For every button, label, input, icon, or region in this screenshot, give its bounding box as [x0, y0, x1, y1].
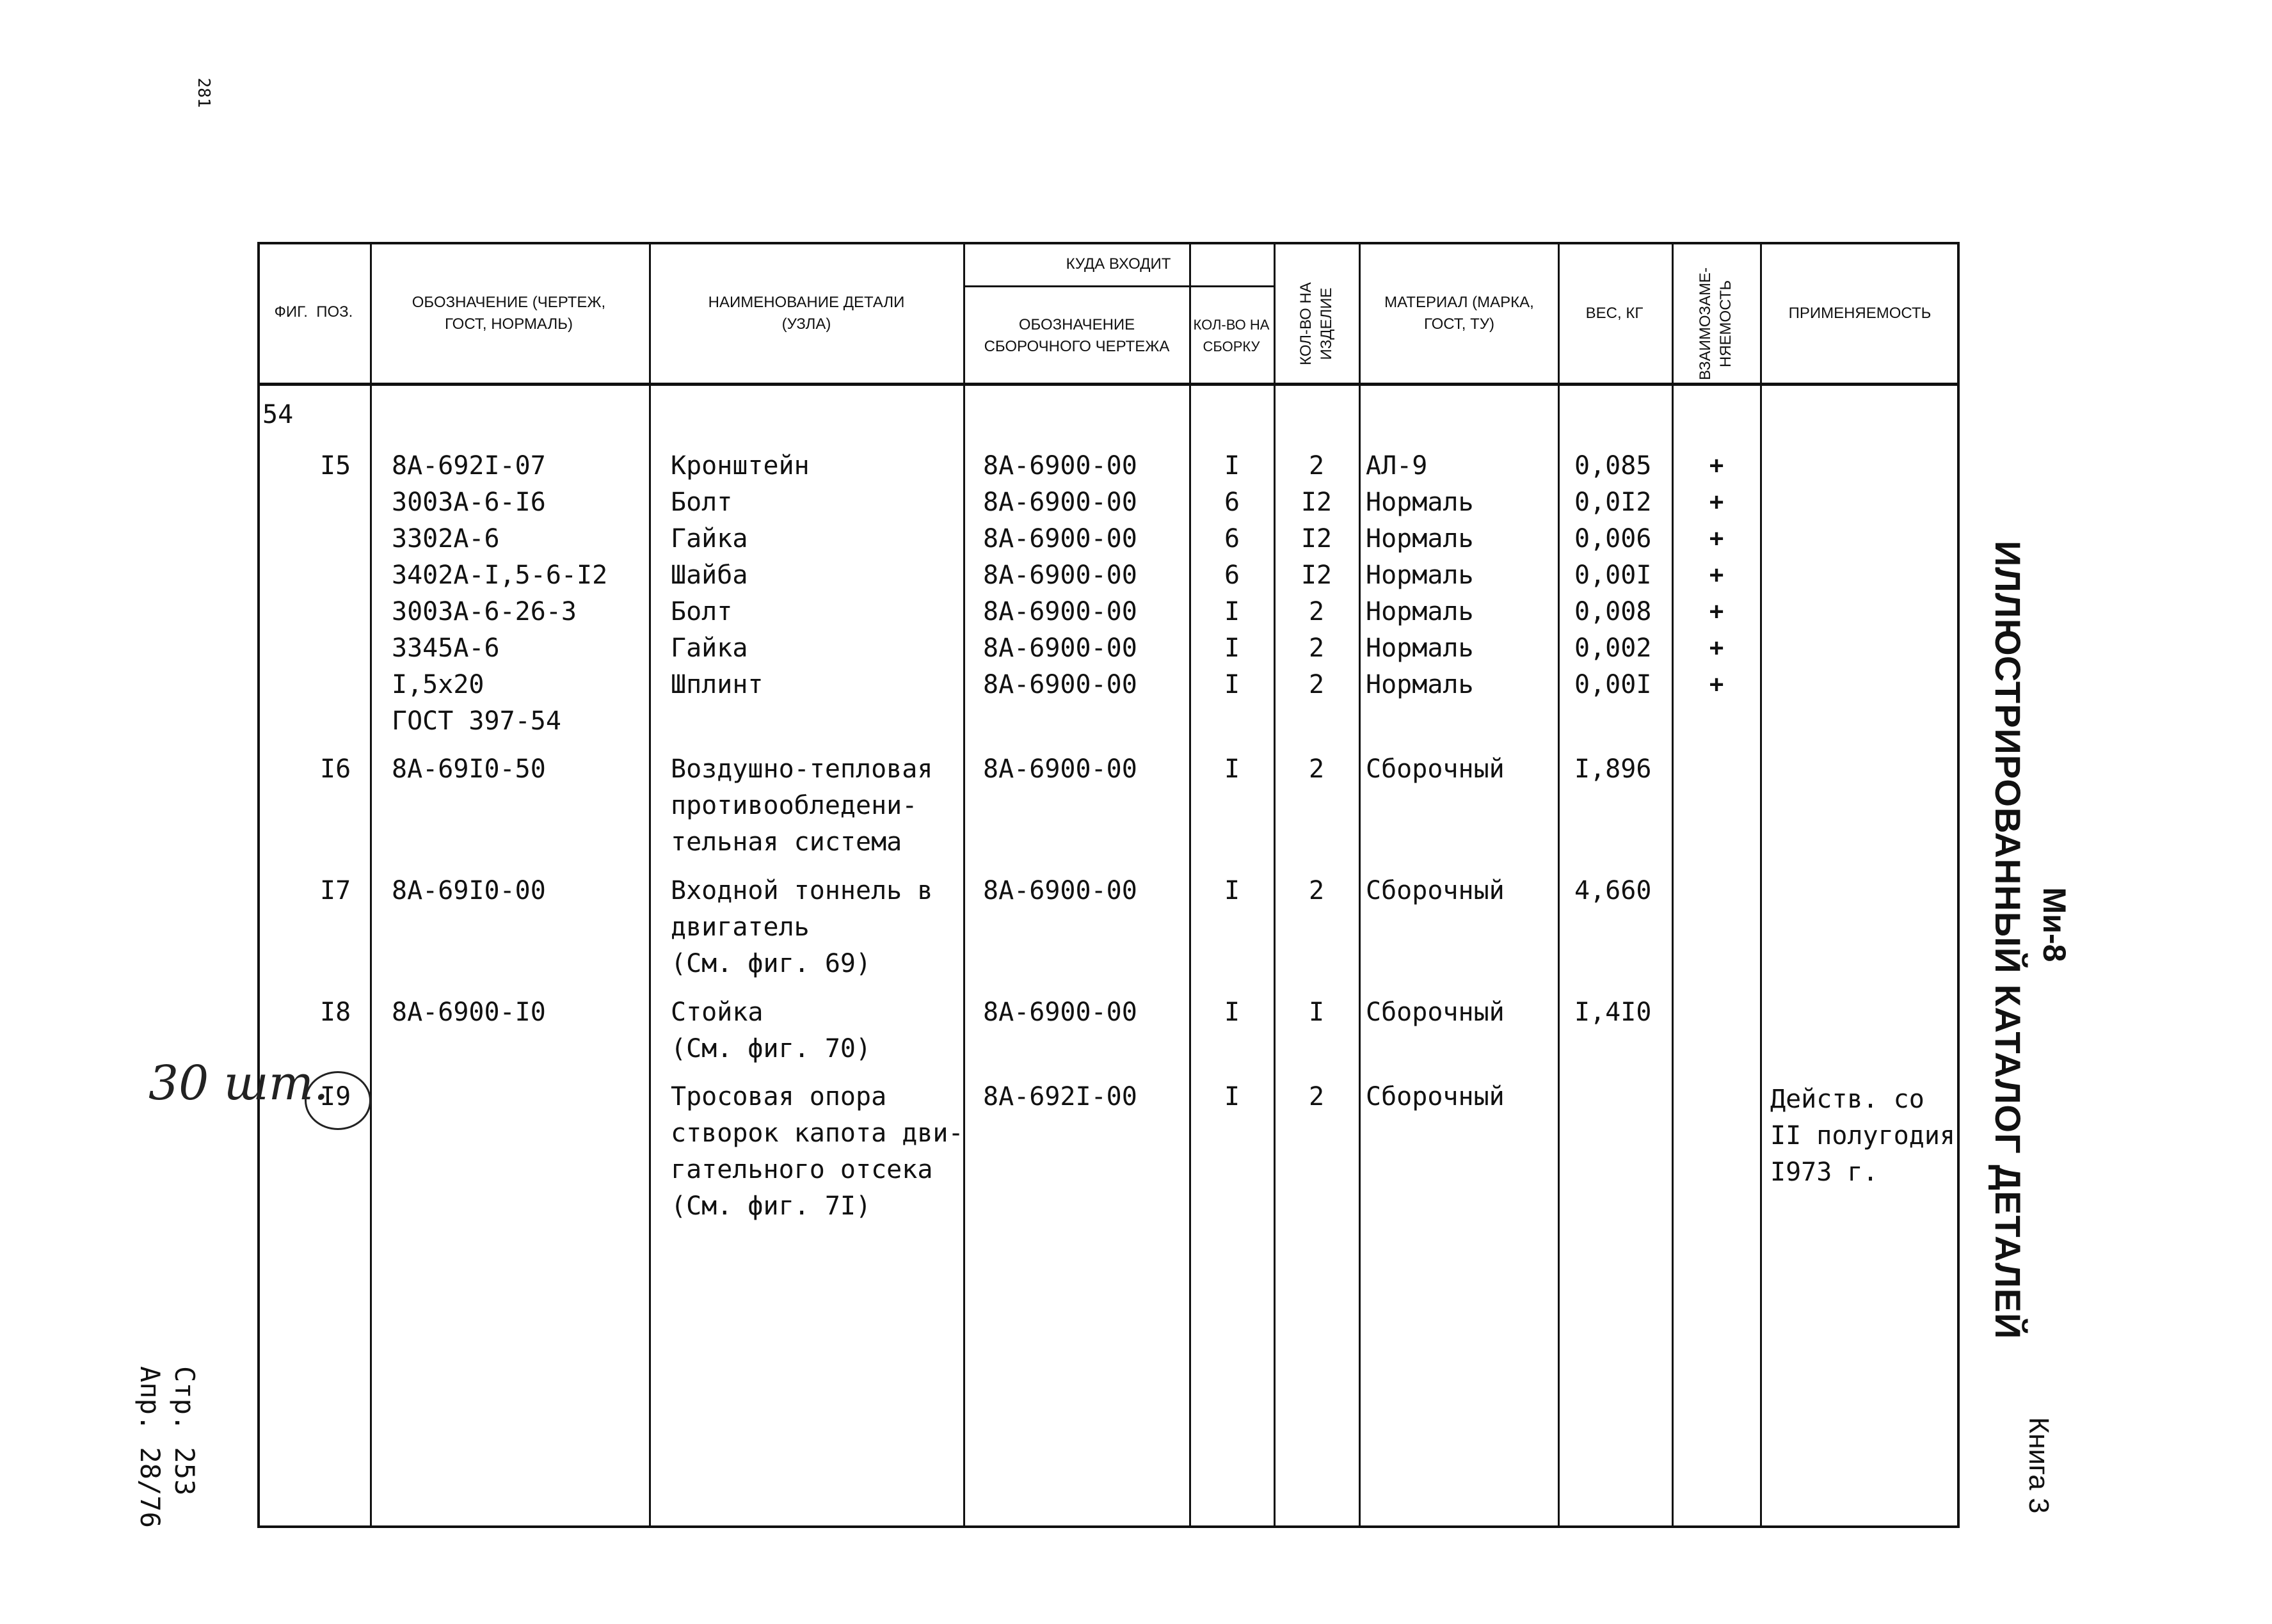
name-cell: двигатель: [671, 912, 810, 942]
interch-cell: +: [1709, 634, 1724, 662]
name-cell: Гайка: [671, 633, 748, 663]
header-goes-into: КУДА ВХОДИТ: [1066, 255, 1171, 273]
interch-cell: +: [1709, 488, 1724, 516]
name-cell: Гайка: [671, 524, 748, 553]
qty-item-cell: 2: [1308, 1082, 1325, 1111]
header-weight: ВЕС, КГ: [1585, 305, 1644, 322]
header-material: МАТЕРИАЛ (МАРКА, ГОСТ, ТУ): [1384, 294, 1534, 333]
material-cell: Нормаль: [1366, 488, 1474, 517]
header-pos: ПОЗ.: [316, 303, 353, 321]
assembly-cell: 8А-6900-00: [983, 998, 1137, 1027]
weight-cell: I,4I0: [1574, 998, 1652, 1027]
col-divider: [649, 242, 651, 1528]
col-divider: [370, 242, 372, 1528]
qty-item-cell: I2: [1300, 524, 1332, 553]
material-cell: Сборочный: [1366, 998, 1505, 1027]
footer-date: Апр. 28/76: [134, 1366, 166, 1528]
pos-cell: I9: [320, 1082, 351, 1111]
qty-asm-cell: I: [1224, 633, 1240, 663]
assembly-cell: 8А-6900-00: [983, 754, 1137, 784]
name-cell: гательного отсека: [671, 1155, 933, 1184]
interch-cell: +: [1709, 671, 1724, 699]
designation-cell: 3003А-6-26-3: [392, 597, 577, 626]
qty-item-cell: 2: [1308, 633, 1325, 663]
figure-number: 54: [262, 400, 294, 429]
qty-item-cell: 2: [1308, 876, 1325, 905]
qty-item-cell: 2: [1308, 670, 1325, 699]
col-divider: [1558, 242, 1560, 1528]
assembly-cell: 8А-6900-00: [983, 488, 1137, 517]
header-qty-per-assembly: КОЛ-ВО НА СБОРКУ: [1193, 317, 1270, 354]
header-interchangeability: ВЗАИМОЗАМЕ-НЯЕМОСТЬ: [1697, 267, 1734, 381]
name-cell: Кронштейн: [671, 451, 810, 481]
qty-item-cell: 2: [1308, 451, 1325, 481]
assembly-cell: 8А-6900-00: [983, 524, 1137, 553]
weight-cell: 4,660: [1574, 876, 1652, 905]
catalog-title: [1968, 541, 2077, 1340]
col-divider: [1274, 242, 1276, 1528]
name-cell: (См. фиг. 70): [671, 1034, 872, 1063]
pos-cell: I6: [320, 754, 351, 784]
interch-cell: +: [1709, 561, 1724, 589]
qty-asm-cell: I: [1224, 876, 1240, 905]
book-label: Книга 3: [2023, 1417, 2054, 1514]
weight-cell: 0,008: [1574, 597, 1652, 626]
name-cell: Болт: [671, 597, 733, 626]
assembly-cell: 8А-692I-00: [983, 1082, 1137, 1111]
designation-cell: 8А-69I0-00: [392, 876, 546, 905]
qty-asm-cell: I: [1224, 451, 1240, 481]
qty-item-cell: 2: [1308, 597, 1325, 626]
pos-cell: I8: [320, 998, 351, 1027]
col-divider: [1359, 242, 1361, 1528]
designation-cell: 3345А-6: [392, 633, 500, 663]
assembly-cell: 8А-6900-00: [983, 561, 1137, 590]
interch-cell: +: [1709, 598, 1724, 626]
designation-cell: 8А-69I0-50: [392, 754, 546, 784]
assembly-cell: 8А-6900-00: [983, 633, 1137, 663]
group-header-divider: [963, 285, 1274, 287]
material-cell: Сборочный: [1366, 1082, 1505, 1111]
pos-cell: I7: [320, 876, 351, 905]
material-cell: Нормаль: [1366, 597, 1474, 626]
qty-asm-cell: I: [1224, 998, 1240, 1027]
designation-cell: 3402А-I,5-6-I2: [392, 561, 608, 590]
name-cell: Воздушно-тепловая: [671, 754, 933, 784]
material-cell: Сборочный: [1366, 876, 1505, 905]
header-applicability: ПРИМЕНЯЕМОСТЬ: [1788, 305, 1932, 322]
footer-page: Стр. 253: [169, 1366, 200, 1496]
name-cell: Шплинт: [671, 670, 764, 699]
name-cell: Шайба: [671, 561, 748, 590]
name-cell: Входной тоннель в: [671, 876, 933, 905]
qty-asm-cell: 6: [1224, 488, 1240, 517]
header-fig: ФИГ.: [274, 303, 308, 321]
qty-item-cell: I2: [1300, 488, 1332, 517]
material-cell: Нормаль: [1366, 524, 1474, 553]
assembly-cell: 8А-6900-00: [983, 597, 1137, 626]
handwritten-note: 30 шт.: [148, 1056, 329, 1111]
col-divider: [963, 242, 965, 1528]
name-cell: (См. фиг. 69): [671, 949, 872, 978]
name-cell: Стойка: [671, 998, 764, 1027]
header-qty-per-item: КОЛ-ВО НА ИЗДЕЛИЕ: [1297, 282, 1335, 365]
material-cell: АЛ-9: [1366, 451, 1428, 481]
material-cell: Нормаль: [1366, 633, 1474, 663]
name-cell: тельная система: [671, 827, 902, 857]
catalog-name: ИЛЛЮСТРИРОВАННЫЙ КАТАЛОГ ДЕТАЛЕЙ: [1988, 541, 2028, 1340]
assembly-cell: 8А-6900-00: [983, 670, 1137, 699]
weight-cell: I,896: [1574, 754, 1652, 784]
name-cell: противообледени-: [671, 791, 918, 820]
footer-page-info: [131, 1366, 202, 1558]
qty-item-cell: I: [1308, 998, 1325, 1027]
assembly-cell: 8А-6900-00: [983, 451, 1137, 481]
pos-cell: I5: [320, 451, 351, 481]
designation-cell: 3302А-6: [392, 524, 500, 553]
designation-cell: 8А-6900-I0: [392, 998, 546, 1027]
interch-cell: +: [1709, 525, 1724, 553]
name-cell: Тросовая опора: [671, 1082, 887, 1111]
header-designation: ОБОЗНАЧЕНИЕ (ЧЕРТЕЖ, ГОСТ, НОРМАЛЬ): [412, 294, 606, 333]
header-name: НАИМЕНОВАНИЕ ДЕТАЛИ (УЗЛА): [708, 294, 905, 333]
weight-cell: 0,085: [1574, 451, 1652, 481]
assembly-cell: 8А-6900-00: [983, 876, 1137, 905]
header-fig-pos: [257, 242, 370, 383]
aircraft-model: Ми-8: [2036, 887, 2072, 962]
col-divider: [1672, 242, 1674, 1528]
name-cell: (См. фиг. 7I): [671, 1191, 872, 1221]
weight-cell: 0,002: [1574, 633, 1652, 663]
weight-cell: 0,00I: [1574, 561, 1652, 590]
designation-cell: I,5x20: [392, 670, 484, 699]
qty-asm-cell: 6: [1224, 524, 1240, 553]
designation-cell: 3003А-6-I6: [392, 488, 546, 517]
designation-standard-cell: ГОСТ 397-54: [392, 706, 561, 736]
weight-cell: 0,0I2: [1574, 488, 1652, 517]
material-cell: Сборочный: [1366, 754, 1505, 784]
qty-asm-cell: I: [1224, 754, 1240, 784]
header-assembly-drawing: ОБОЗНАЧЕНИЕ СБОРОЧНОГО ЧЕРТЕЖА: [984, 316, 1170, 355]
qty-asm-cell: I: [1224, 670, 1240, 699]
qty-item-cell: 2: [1308, 754, 1325, 784]
col-divider: [1760, 242, 1762, 1528]
qty-asm-cell: I: [1224, 597, 1240, 626]
col-divider: [1189, 242, 1191, 1528]
qty-item-cell: I2: [1300, 561, 1332, 590]
applicability-cell: I973 г.: [1770, 1158, 1878, 1187]
qty-asm-cell: 6: [1224, 561, 1240, 590]
applicability-cell: II полугодия: [1770, 1121, 1955, 1150]
qty-asm-cell: I: [1224, 1082, 1240, 1111]
material-cell: Нормаль: [1366, 561, 1474, 590]
page-number: 281: [194, 77, 213, 108]
weight-cell: 0,00I: [1574, 670, 1652, 699]
name-cell: створок капота дви-: [671, 1118, 964, 1148]
applicability-cell: Действ. со: [1770, 1085, 1924, 1114]
designation-cell: 8А-692I-07: [392, 451, 546, 481]
weight-cell: 0,006: [1574, 524, 1652, 553]
interch-cell: +: [1709, 452, 1724, 480]
material-cell: Нормаль: [1366, 670, 1474, 699]
name-cell: Болт: [671, 488, 733, 517]
